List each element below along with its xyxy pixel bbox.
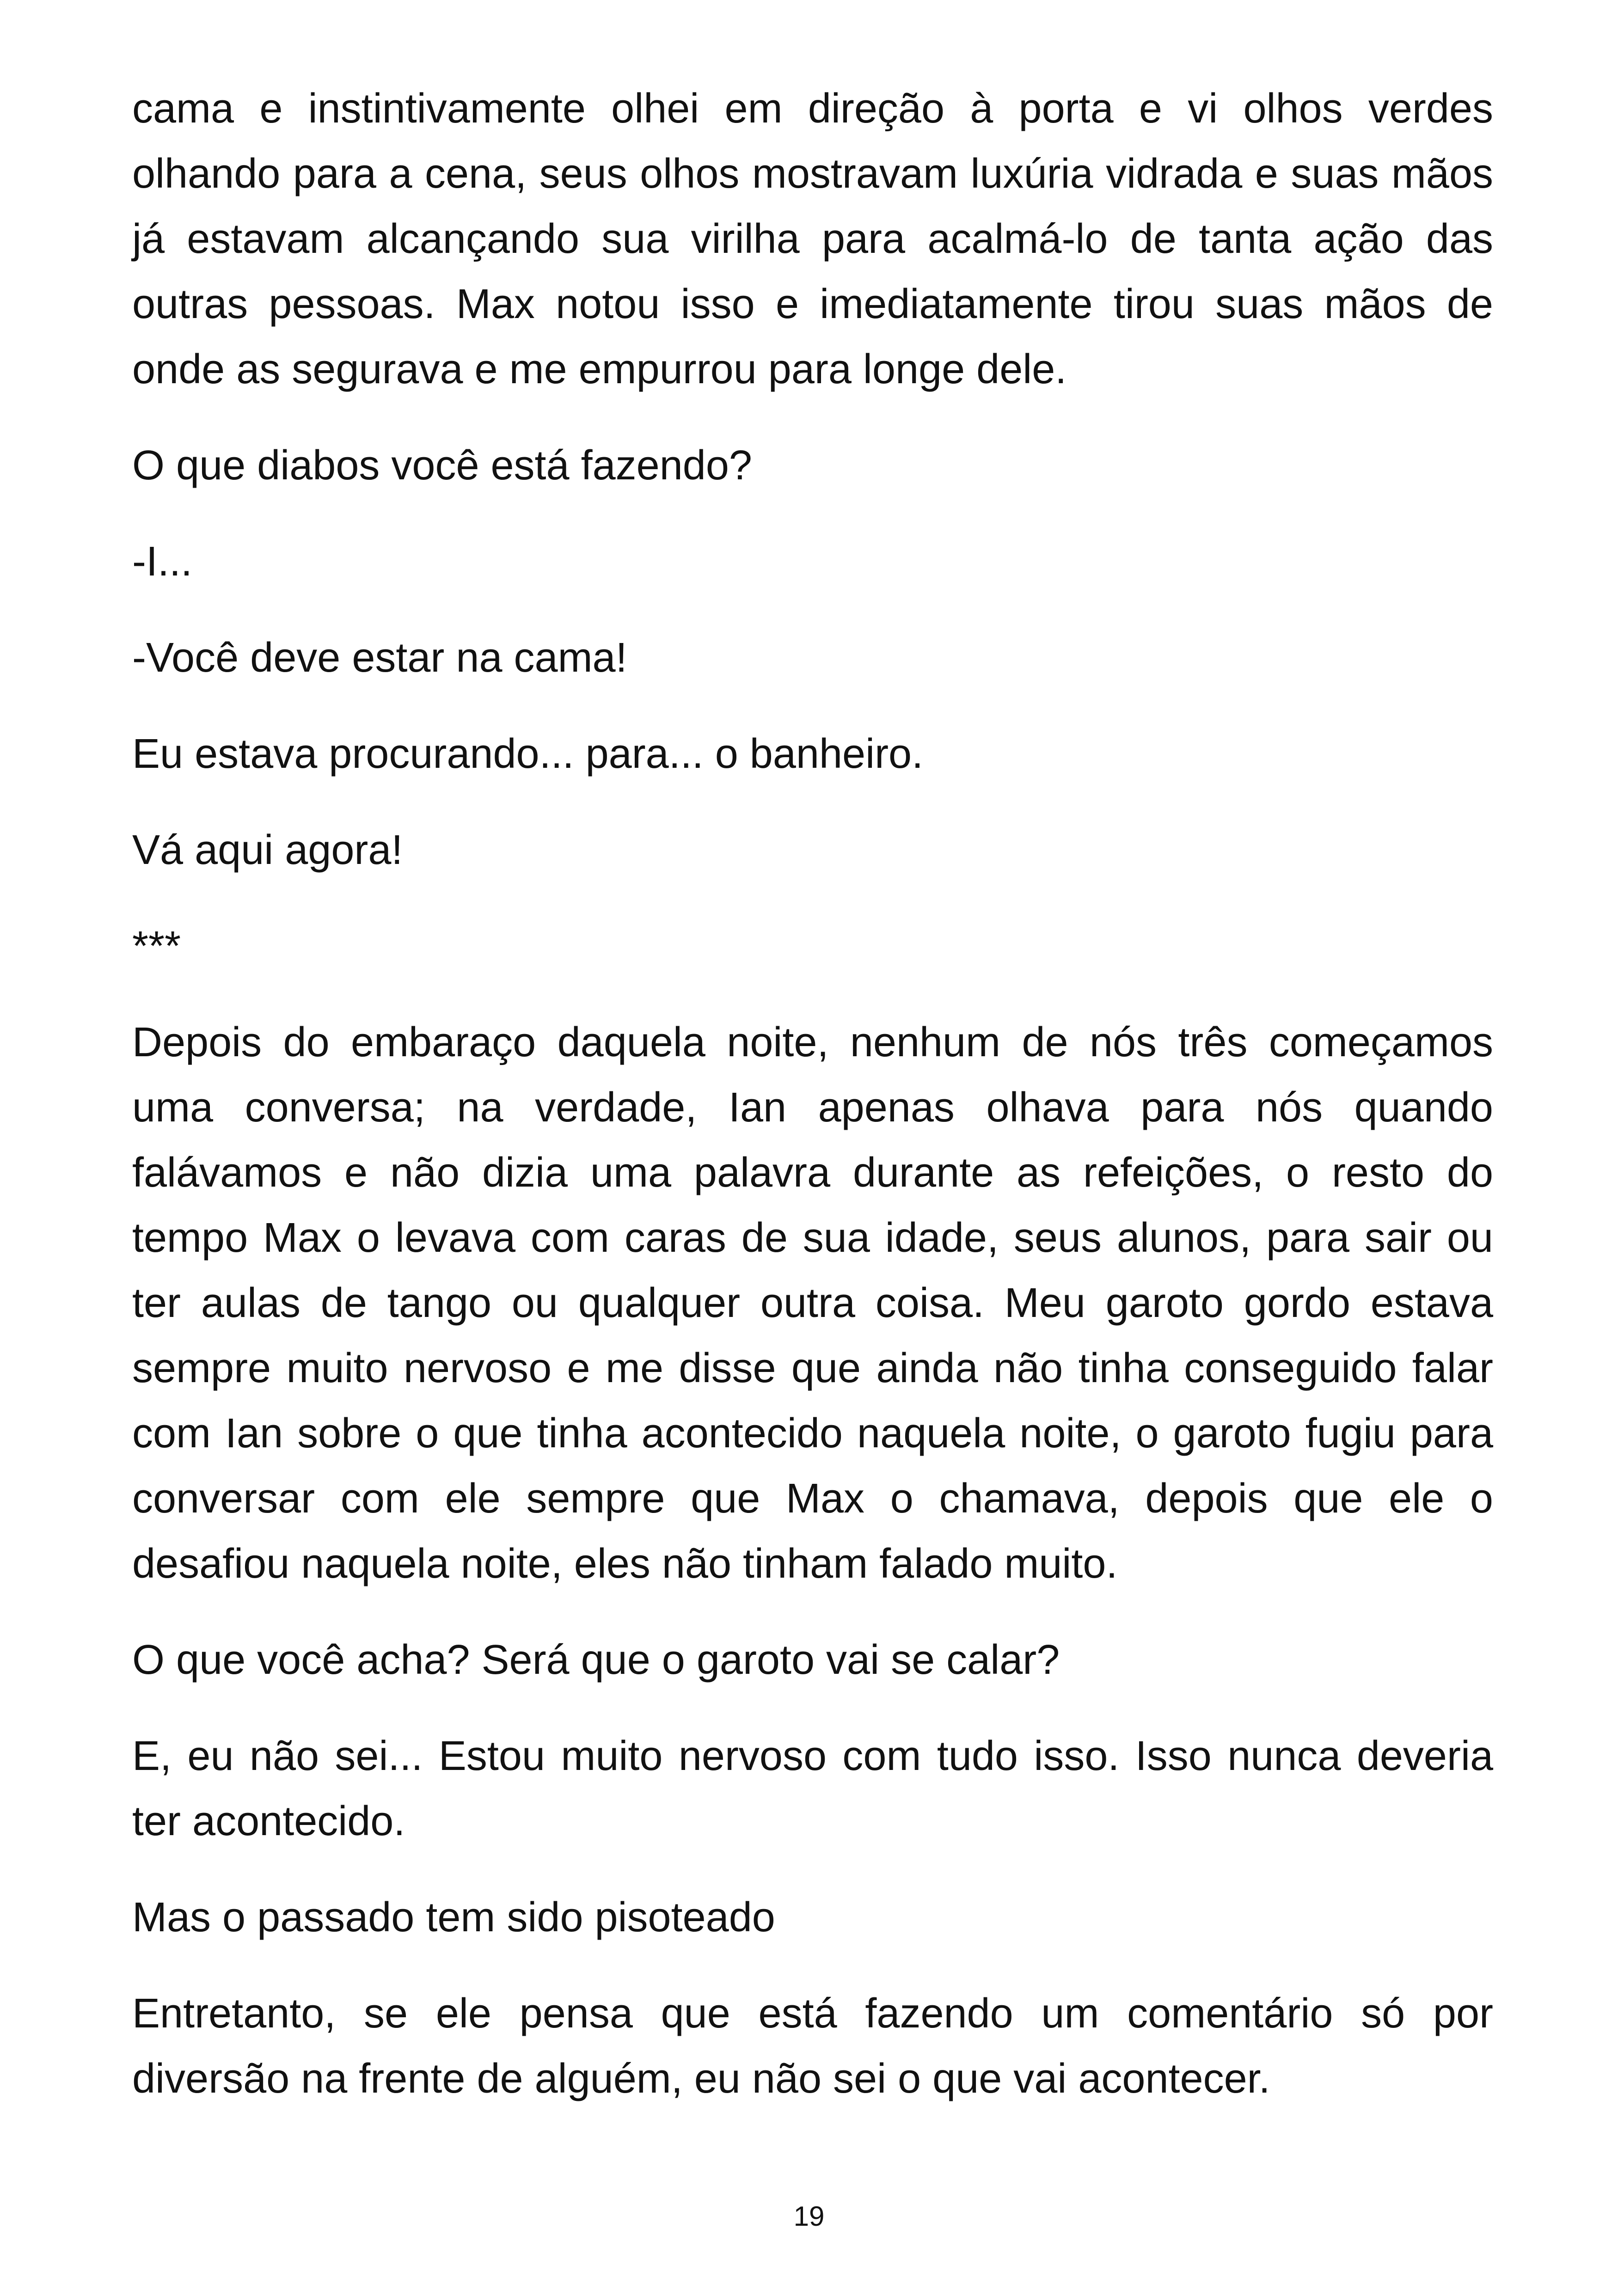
paragraph-3: -I... bbox=[132, 539, 192, 585]
paragraph-12: Entretanto, se ele pensa que está fazendo um comentário só por diversão na frente de alguém, eu não sei o que vai acontecer. bbox=[132, 1990, 1493, 2102]
paragraph-1: cama e instintivamente olhei em direção à porta e vi olhos verdes olhando para a cena, seus olhos mostravam luxúria vidrada e suas mãos já estavam alcançando sua virilha para acalmá-lo de tanta ação das outras pessoas. Max notou isso e imediatamente tirou suas mãos de onde as segurava e me empurrou para longe dele. bbox=[132, 86, 1493, 392]
paragraph-10: E, eu não sei... Estou muito nervoso com tudo isso. Isso nunca deveria ter acontecido. bbox=[132, 1733, 1493, 1844]
paragraph-2: O que diabos você está fazendo? bbox=[132, 442, 752, 489]
page-number: 19 bbox=[793, 2201, 825, 2232]
paragraph-4: -Você deve estar na cama! bbox=[132, 635, 627, 681]
scene-break: *** bbox=[132, 923, 181, 969]
paragraph-9: O que você acha? Será que o garoto vai se calar? bbox=[132, 1637, 1060, 1683]
body-text bbox=[132, 76, 1493, 2143]
paragraph-8: Depois do embaraço daquela noite, nenhum de nós três começamos uma conversa; na verdade, Ian apenas olhava para nós quando falávamos e não dizia uma palavra durante as refeições, o resto do tempo Max o levava com caras de sua idade, seus alunos, para sair ou ter aulas de tango ou qualquer outra coisa. Meu garoto gordo estava sempre muito nervoso e me disse que ainda não tinha conseguido falar com Ian sobre o que tinha acontecido naquela noite, o garoto fugiu para conversar com ele sempre que Max o chamava, depois que ele o desafiou naquela noite, eles não tinham falado muito. bbox=[132, 1019, 1493, 1587]
paragraph-5: Eu estava procurando... para... o banheiro. bbox=[132, 731, 924, 777]
paragraph-11: Mas o passado tem sido pisoteado bbox=[132, 1894, 775, 1941]
paragraph-6: Vá aqui agora! bbox=[132, 827, 403, 873]
